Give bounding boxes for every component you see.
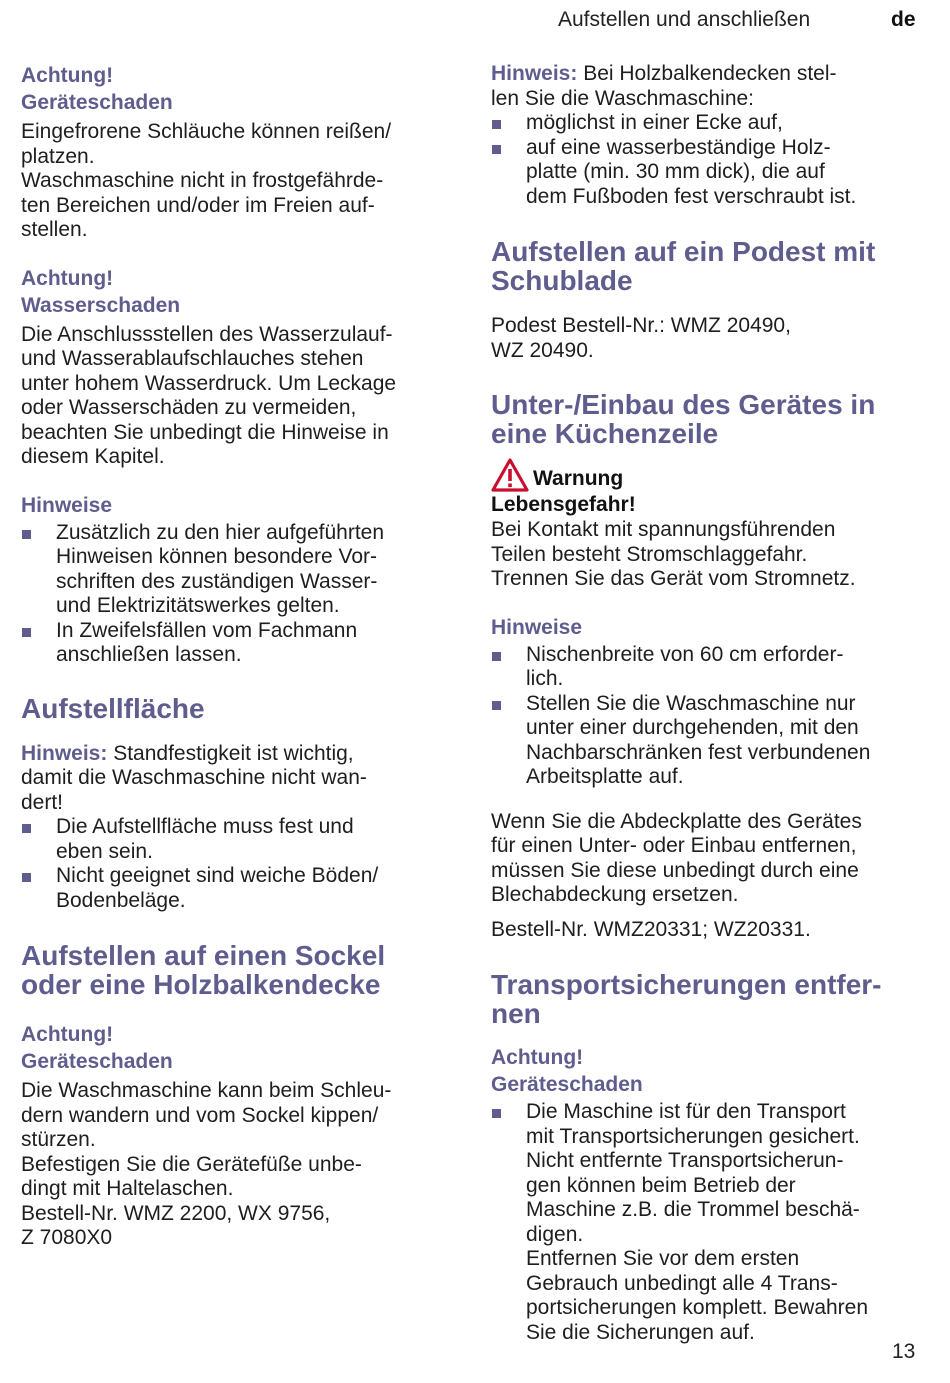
list-item: möglichst in einer Ecke auf,: [491, 111, 926, 136]
hinweise-list: [21, 521, 453, 668]
square-bullet-icon: [492, 1109, 501, 1118]
hinweise-block: [21, 492, 453, 668]
heading-einbau: Unter-/Einbau des Gerätes in eine Küchenzeile: [491, 389, 876, 449]
notice-label: Achtung!: [21, 64, 114, 87]
left-column: [21, 62, 453, 1251]
hinweis-list: [21, 815, 453, 913]
notice-water: [21, 265, 453, 470]
square-bullet-icon: [22, 873, 31, 882]
notice-list: [491, 1100, 926, 1345]
abdeckplatte-text: Wenn Sie die Abdeckplatte des Gerätes für einen Unter- oder Einbau entfernen, müssen Sie diese unbedingt durch eine Blechabdeckung ersetzen.: [491, 809, 862, 906]
notice-text: Die Anschlussstellen des Wasserzulauf- und Wasserablaufschlauches stehen unter hohem Wasserdruck. Um Leckage oder Wasserschäden zu vermeiden, beachten Sie unbedingt die Hinweise in diesem Kapitel.: [21, 322, 397, 468]
list-item: In Zweifelsfällen vom Fachmann anschließen lassen.: [21, 619, 453, 668]
list-item: Die Aufstellfläche muss fest und eben sein.: [21, 815, 453, 864]
heading-podest: Aufstellen auf ein Podest mit Schublade: [491, 236, 876, 296]
hinweise-list: [491, 643, 926, 790]
notice-sockel: [21, 1021, 453, 1251]
warning-text: Bei Kontakt mit spannungsführenden Teilen besteht Stromschlaggefahr. Trennen Sie das Gerät vom Stromnetz.: [491, 518, 856, 590]
warning-block: [491, 458, 926, 592]
notice-sublabel: Geräteschaden: [491, 1073, 643, 1096]
hinweise-label: Hinweise: [491, 615, 583, 639]
square-bullet-icon: [492, 701, 501, 710]
right-column: [491, 62, 926, 1345]
notice-text: Die Waschmaschine kann beim Schleu- dern wandern und vom Sockel kippen/ stürzen. Befestigen Sie die Gerätefüße unbe- dingt mit Haltelaschen. Bestell-Nr. WMZ 2200, WX 9756, Z 7080X0: [21, 1079, 392, 1249]
square-bullet-icon: [492, 652, 501, 661]
warning-subtitle: Lebensgefahr!: [491, 493, 636, 516]
square-bullet-icon: [22, 824, 31, 833]
list-item: Stellen Sie die Waschmaschine nur unter einer durchgehenden, mit den Nachbarschränken fest verbundenen Arbeitsplatte auf.: [491, 692, 926, 790]
notice-label: Achtung!: [21, 1023, 114, 1046]
notice-sublabel: Geräteschaden: [21, 1050, 173, 1073]
hinweis-standfestigkeit: [21, 742, 453, 914]
heading-transport: Transportsicherungen entfer- nen: [491, 969, 882, 1029]
notice-transport: [491, 1044, 926, 1345]
notice-frost: [21, 62, 453, 243]
bestell-nummer: Bestell-Nr. WMZ20331; WZ20331.: [491, 917, 811, 941]
square-bullet-icon: [22, 530, 31, 539]
hinweis-text: Hinweis: Standfestigkeit ist wichtig, damit die Waschmaschine nicht wan- dert!: [21, 741, 367, 814]
notice-sublabel: Geräteschaden: [21, 91, 173, 114]
heading-aufstellflaeche: Aufstellfläche: [21, 692, 205, 724]
heading-sockel: Aufstellen auf einen Sockel oder eine Holzbalkendecke: [21, 940, 386, 1000]
notice-label: Achtung!: [491, 1046, 584, 1069]
warning-triangle-icon: [491, 458, 529, 492]
list-item: Zusätzlich zu den hier aufgeführten Hinweisen können besondere Vor- schriften des zuständigen Wasser- und Elektrizitätswerkes gelten.: [21, 521, 453, 619]
page-number: 13: [892, 1340, 916, 1363]
list-item: auf eine wasserbeständige Holz- platte (min. 30 mm dick), die auf dem Fußboden fest verschraubt ist.: [491, 136, 926, 210]
warning-title: Warnung: [533, 467, 624, 490]
hinweis-list: [491, 111, 926, 209]
notice-sublabel: Wasserschaden: [21, 293, 181, 317]
hinweise-einbau: [491, 614, 926, 790]
list-item: Nischenbreite von 60 cm erforder- lich.: [491, 643, 926, 692]
square-bullet-icon: [22, 628, 31, 637]
square-bullet-icon: [492, 145, 501, 154]
hinweis-holzbalken: [491, 62, 926, 209]
notice-label: Achtung!: [21, 266, 114, 290]
hinweis-text: Hinweis: Bei Holzbalkendecken stel- len Sie die Waschmaschine:: [491, 62, 837, 110]
square-bullet-icon: [492, 120, 501, 129]
hinweise-label: Hinweise: [21, 493, 113, 517]
header-section-title: Aufstellen und anschließen: [558, 8, 811, 31]
notice-text: Eingefrorene Schläuche können reißen/ platzen. Waschmaschine nicht in frostgefährde- ten Bereichen und/oder im Freien auf- stellen.: [21, 120, 392, 241]
podest-text: Podest Bestell-Nr.: WMZ 20490, WZ 20490.: [491, 314, 791, 362]
header-language: de: [891, 8, 916, 31]
list-item: Nicht geeignet sind weiche Böden/ Bodenbeläge.: [21, 864, 453, 913]
list-item: Die Maschine ist für den Transport mit Transportsicherungen gesichert. Nicht entfernte Transportsicherun- gen können beim Betrieb der Maschine z.B. die Trommel beschä- digen. Entfernen Sie vor dem ersten Gebrauch unbedingt alle 4 Trans- portsicherungen komplett. Bewahren Sie die Sicherungen auf.: [491, 1100, 926, 1345]
